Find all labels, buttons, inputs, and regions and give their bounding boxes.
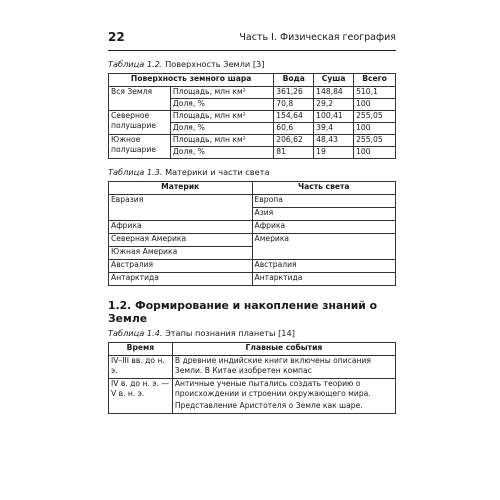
event-text: Представление Аристотеля о Земле как шаре. [174, 401, 363, 410]
part-cell: Америка [252, 234, 396, 260]
water-cell: 154,64 [274, 111, 314, 123]
metric-cell: Площадь, млн км² [170, 87, 273, 99]
table-row [109, 111, 396, 123]
header-cell: Всего [354, 74, 396, 87]
total-cell: 100 [354, 99, 396, 111]
caption-label: Таблица 1.4. [108, 328, 163, 338]
metric-cell: Доля, % [170, 123, 273, 135]
table-1-2 [108, 73, 396, 159]
metric-cell: Доля, % [170, 147, 273, 159]
continent-cell: Антарктида [109, 273, 253, 286]
water-cell: 70,8 [274, 99, 314, 111]
part-cell: Антарктида [252, 273, 396, 286]
header-cell: Суша [314, 74, 354, 87]
caption-text: Материки и части света [165, 167, 270, 177]
events-cell [172, 379, 395, 414]
page-number: 22 [108, 30, 125, 44]
event-text: Античные ученые пытались создать теорию о происхождении и строении окружающего мира. [174, 379, 371, 398]
continent-cell: Африка [109, 221, 253, 234]
header-cell: Поверхность земного шара [109, 74, 274, 87]
header-cell: Главные события [172, 343, 395, 356]
section-title: 1.2. Формирование и накопление знаний о Земле [108, 299, 377, 325]
total-cell: 255,05 [354, 111, 396, 123]
table-row [109, 87, 396, 99]
caption-label: Таблица 1.3. [108, 167, 163, 177]
book-page [108, 30, 396, 414]
header-cell: Время [109, 343, 173, 356]
time-cell: IV–III вв. до н. э. [109, 356, 173, 379]
events-cell [172, 356, 395, 379]
table-1-4-caption [108, 328, 396, 339]
part-cell: Европа [252, 195, 396, 208]
running-title: Часть I. Физическая география [239, 32, 396, 43]
continent-cell: Южная Америка [109, 247, 253, 260]
table-row [109, 260, 396, 273]
region-cell: Южное полушарие [109, 135, 171, 159]
table-header-row [109, 182, 396, 195]
total-cell: 100 [354, 147, 396, 159]
continent-cell: Северная Америка [109, 234, 253, 247]
land-cell: 100,41 [314, 111, 354, 123]
metric-cell: Доля, % [170, 99, 273, 111]
caption-text: Этапы познания планеты [14] [165, 328, 295, 338]
caption-label: Таблица 1.2. [108, 59, 163, 69]
land-cell: 29,2 [314, 99, 354, 111]
caption-text: Поверхность Земли [3] [165, 59, 265, 69]
water-cell: 361,26 [274, 87, 314, 99]
table-header-row [109, 343, 396, 356]
header-cell: Материк [109, 182, 253, 195]
table-1-3-caption [108, 167, 396, 178]
table-row [109, 135, 396, 147]
table-row [109, 356, 396, 379]
water-cell: 81 [274, 147, 314, 159]
table-row [109, 234, 396, 247]
header-cell: Часть света [252, 182, 396, 195]
table-1-4 [108, 342, 396, 414]
total-cell: 100 [354, 123, 396, 135]
part-cell: Азия [252, 208, 396, 221]
table-row [109, 195, 396, 208]
page-header [108, 30, 396, 48]
table-1-2-caption [108, 59, 396, 70]
metric-cell: Площадь, млн км² [170, 111, 273, 123]
event-text: В древние индийские книги включены описания Земли. В Китае изобретен компас [174, 356, 371, 375]
continent-cell: Евразия [109, 195, 253, 221]
water-cell: 206,62 [274, 135, 314, 147]
time-cell: IV в. до н. э. — V в. н. э. [109, 379, 173, 414]
water-cell: 60,6 [274, 123, 314, 135]
region-cell: Северное полушарие [109, 111, 171, 135]
part-cell: Африка [252, 221, 396, 234]
land-cell: 148,84 [314, 87, 354, 99]
total-cell: 255,05 [354, 135, 396, 147]
header-rule [108, 50, 396, 51]
land-cell: 19 [314, 147, 354, 159]
region-cell: Вся Земля [109, 87, 171, 111]
table-row [109, 221, 396, 234]
header-cell: Вода [274, 74, 314, 87]
table-1-3 [108, 181, 396, 286]
land-cell: 48,43 [314, 135, 354, 147]
land-cell: 39,4 [314, 123, 354, 135]
table-header-row [109, 74, 396, 87]
total-cell: 510,1 [354, 87, 396, 99]
metric-cell: Площадь, млн км² [170, 135, 273, 147]
table-row [109, 273, 396, 286]
table-row [109, 379, 396, 414]
continent-cell: Австралия [109, 260, 253, 273]
part-cell: Австралия [252, 260, 396, 273]
